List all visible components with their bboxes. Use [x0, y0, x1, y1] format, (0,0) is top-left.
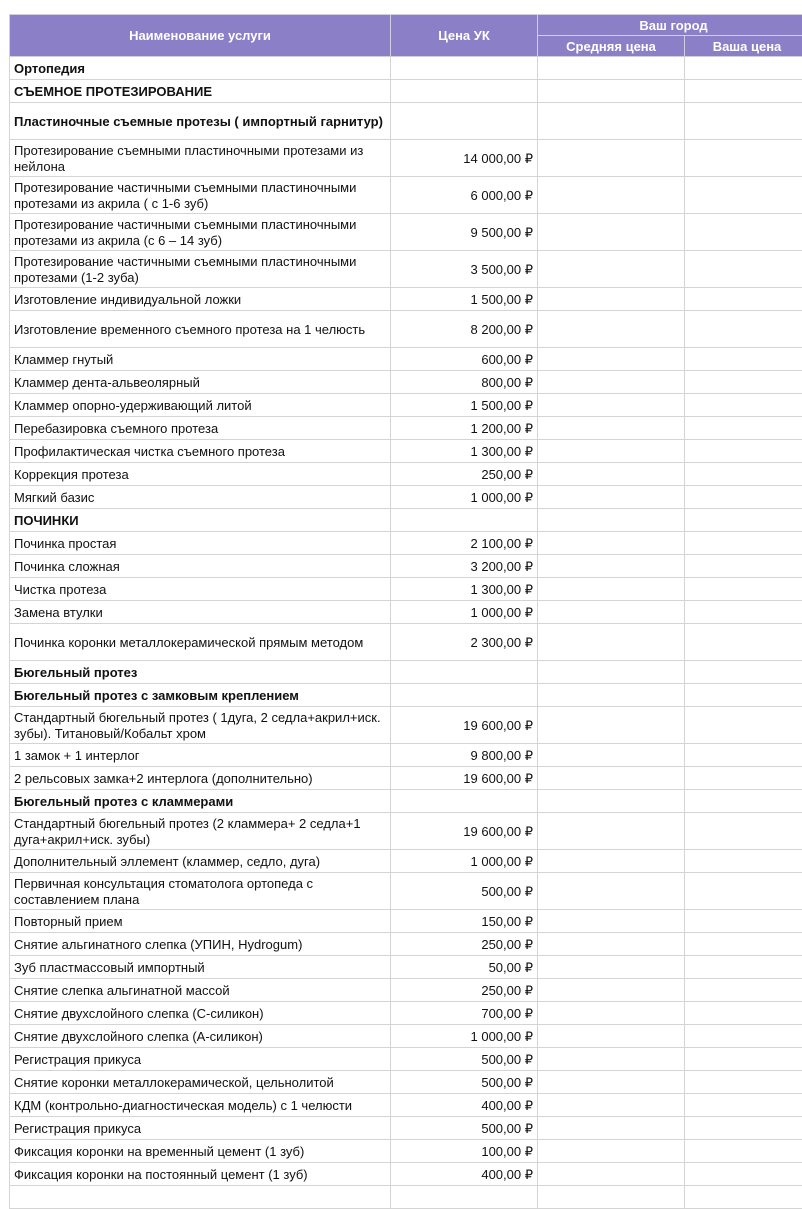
avg-price-cell[interactable] — [538, 251, 685, 288]
avg-price-cell[interactable] — [538, 1002, 685, 1025]
price-uk-cell[interactable]: 500,00 ₽ — [391, 1117, 538, 1140]
price-uk-cell[interactable]: 400,00 ₽ — [391, 1094, 538, 1117]
your-price-cell[interactable] — [685, 1186, 802, 1209]
price-uk-cell[interactable]: 19 600,00 ₽ — [391, 767, 538, 790]
your-price-cell[interactable] — [685, 813, 802, 850]
table-row — [10, 1117, 802, 1140]
your-price-cell[interactable] — [685, 707, 802, 744]
service-name-cell[interactable]: 1 замок + 1 интерлог — [10, 744, 391, 767]
your-price-cell[interactable] — [685, 509, 802, 532]
service-name-cell[interactable]: Протезирование частичными съемными пластиночными протезами из акрила ( с 1-6 зуб) — [10, 177, 391, 214]
price-uk-cell[interactable] — [391, 509, 538, 532]
table-row — [10, 463, 802, 486]
table-row — [10, 933, 802, 956]
price-uk-cell[interactable]: 250,00 ₽ — [391, 979, 538, 1002]
price-uk-cell[interactable]: 800,00 ₽ — [391, 371, 538, 394]
header-avg-price[interactable]: Средняя цена — [538, 36, 685, 57]
your-price-cell[interactable] — [685, 1071, 802, 1094]
your-price-cell[interactable] — [685, 1025, 802, 1048]
price-uk-cell[interactable]: 19 600,00 ₽ — [391, 813, 538, 850]
service-name-cell[interactable]: Бюгельный протез — [10, 661, 391, 684]
your-price-cell[interactable] — [685, 1094, 802, 1117]
table-row — [10, 80, 802, 103]
your-price-cell[interactable] — [685, 140, 802, 177]
price-uk-cell[interactable]: 150,00 ₽ — [391, 910, 538, 933]
your-price-cell[interactable] — [685, 979, 802, 1002]
avg-price-cell[interactable] — [538, 394, 685, 417]
table-row — [10, 1071, 802, 1094]
price-uk-cell[interactable] — [391, 661, 538, 684]
service-name-cell[interactable]: Снятие слепка альгинатной массой — [10, 979, 391, 1002]
avg-price-cell[interactable] — [538, 463, 685, 486]
service-name-cell[interactable]: Бюгельный протез с кламмерами — [10, 790, 391, 813]
price-uk-cell[interactable]: 1 000,00 ₽ — [391, 601, 538, 624]
service-name-cell[interactable]: Стандартный бюгельный протез (2 кламмера+ 2 седла+1 дуга+акрил+иск. зубы) — [10, 813, 391, 850]
table-row — [10, 813, 802, 850]
your-price-cell[interactable] — [685, 80, 802, 103]
price-uk-cell[interactable]: 1 500,00 ₽ — [391, 394, 538, 417]
your-price-cell[interactable] — [685, 311, 802, 348]
price-uk-cell[interactable]: 1 000,00 ₽ — [391, 1025, 538, 1048]
service-name-cell[interactable]: ПОЧИНКИ — [10, 509, 391, 532]
table-body — [10, 57, 802, 1209]
your-price-cell[interactable] — [685, 744, 802, 767]
service-name-cell[interactable]: Зуб пластмассовый импортный — [10, 956, 391, 979]
price-uk-cell[interactable]: 8 200,00 ₽ — [391, 311, 538, 348]
price-uk-cell[interactable]: 500,00 ₽ — [391, 873, 538, 910]
service-name-cell[interactable]: Ортопедия — [10, 57, 391, 80]
service-name-cell[interactable]: Регистрация прикуса — [10, 1048, 391, 1071]
price-uk-cell[interactable]: 3 500,00 ₽ — [391, 251, 538, 288]
service-name-cell[interactable]: Изготовление временного съемного протеза на 1 челюсть — [10, 311, 391, 348]
avg-price-cell[interactable] — [538, 509, 685, 532]
your-price-cell[interactable] — [685, 624, 802, 661]
your-price-cell[interactable] — [685, 601, 802, 624]
avg-price-cell[interactable] — [538, 1071, 685, 1094]
service-name-cell[interactable]: Перебазировка съемного протеза — [10, 417, 391, 440]
table-row — [10, 140, 802, 177]
your-price-cell[interactable] — [685, 440, 802, 463]
service-name-cell[interactable]: Коррекция протеза — [10, 463, 391, 486]
service-name-cell[interactable]: Снятие коронки металлокерамической, цельнолитой — [10, 1071, 391, 1094]
avg-price-cell[interactable] — [538, 80, 685, 103]
header-your-price[interactable]: Ваша цена — [685, 36, 802, 57]
your-price-cell[interactable] — [685, 57, 802, 80]
your-price-cell[interactable] — [685, 1048, 802, 1071]
table-row — [10, 371, 802, 394]
price-uk-cell[interactable]: 2 300,00 ₽ — [391, 624, 538, 661]
service-name-cell[interactable]: СЪЕМНОЕ ПРОТЕЗИРОВАНИЕ — [10, 80, 391, 103]
price-uk-cell[interactable]: 1 300,00 ₽ — [391, 440, 538, 463]
table-row — [10, 601, 802, 624]
price-uk-cell[interactable]: 250,00 ₽ — [391, 933, 538, 956]
table-row — [10, 790, 802, 813]
service-name-cell[interactable]: Снятие двухслойного слепка (С-силикон) — [10, 1002, 391, 1025]
your-price-cell[interactable] — [685, 1117, 802, 1140]
service-name-cell[interactable]: Кламмер гнутый — [10, 348, 391, 371]
your-price-cell[interactable] — [685, 910, 802, 933]
avg-price-cell[interactable] — [538, 417, 685, 440]
service-name-cell[interactable]: Пластиночные съемные протезы ( импортный гарнитур) — [10, 103, 391, 140]
price-uk-cell[interactable]: 100,00 ₽ — [391, 1140, 538, 1163]
your-price-cell[interactable] — [685, 486, 802, 509]
price-uk-cell[interactable]: 1 200,00 ₽ — [391, 417, 538, 440]
avg-price-cell[interactable] — [538, 933, 685, 956]
price-uk-cell[interactable]: 500,00 ₽ — [391, 1071, 538, 1094]
table-row — [10, 251, 802, 288]
price-uk-cell[interactable]: 500,00 ₽ — [391, 1048, 538, 1071]
avg-price-cell[interactable] — [538, 767, 685, 790]
avg-price-cell[interactable] — [538, 910, 685, 933]
your-price-cell[interactable] — [685, 956, 802, 979]
your-price-cell[interactable] — [685, 532, 802, 555]
avg-price-cell[interactable] — [538, 348, 685, 371]
header-service-name[interactable]: Наименование услуги — [10, 15, 391, 57]
price-uk-cell[interactable]: 9 500,00 ₽ — [391, 214, 538, 251]
your-price-cell[interactable] — [685, 463, 802, 486]
avg-price-cell[interactable] — [538, 624, 685, 661]
table-row — [10, 910, 802, 933]
service-name-cell[interactable] — [10, 1186, 391, 1209]
your-price-cell[interactable] — [685, 555, 802, 578]
table-row — [10, 956, 802, 979]
price-uk-cell[interactable]: 9 800,00 ₽ — [391, 744, 538, 767]
table-row — [10, 394, 802, 417]
avg-price-cell[interactable] — [538, 684, 685, 707]
avg-price-cell[interactable] — [538, 440, 685, 463]
avg-price-cell[interactable] — [538, 1094, 685, 1117]
avg-price-cell[interactable] — [538, 956, 685, 979]
your-price-cell[interactable] — [685, 394, 802, 417]
service-name-cell[interactable]: КДМ (контрольно-диагностическая модель) с 1 челюсти — [10, 1094, 391, 1117]
avg-price-cell[interactable] — [538, 1048, 685, 1071]
table-row — [10, 684, 802, 707]
avg-price-cell[interactable] — [538, 790, 685, 813]
table-row — [10, 509, 802, 532]
table-row — [10, 1048, 802, 1071]
your-price-cell[interactable] — [685, 850, 802, 873]
service-name-cell[interactable]: Починка коронки металлокерамической прямым методом — [10, 624, 391, 661]
table-row — [10, 57, 802, 80]
avg-price-cell[interactable] — [538, 813, 685, 850]
your-price-cell[interactable] — [685, 103, 802, 140]
table-row — [10, 1002, 802, 1025]
table-row — [10, 1163, 802, 1186]
service-name-cell[interactable]: Починка простая — [10, 532, 391, 555]
table-row — [10, 348, 802, 371]
table-row — [10, 417, 802, 440]
price-uk-cell[interactable] — [391, 80, 538, 103]
table-row — [10, 979, 802, 1002]
avg-price-cell[interactable] — [538, 1117, 685, 1140]
avg-price-cell[interactable] — [538, 177, 685, 214]
your-price-cell[interactable] — [685, 417, 802, 440]
avg-price-cell[interactable] — [538, 744, 685, 767]
price-uk-cell[interactable] — [391, 57, 538, 80]
avg-price-cell[interactable] — [538, 311, 685, 348]
avg-price-cell[interactable] — [538, 850, 685, 873]
table-row — [10, 1094, 802, 1117]
service-name-cell[interactable]: Кламмер дента-альвеолярный — [10, 371, 391, 394]
price-uk-cell[interactable]: 6 000,00 ₽ — [391, 177, 538, 214]
service-name-cell[interactable]: Кламмер опорно-удерживающий литой — [10, 394, 391, 417]
avg-price-cell[interactable] — [538, 578, 685, 601]
table-row — [10, 661, 802, 684]
avg-price-cell[interactable] — [538, 1140, 685, 1163]
table-row — [10, 873, 802, 910]
price-uk-cell[interactable]: 50,00 ₽ — [391, 956, 538, 979]
avg-price-cell[interactable] — [538, 57, 685, 80]
table-row — [10, 744, 802, 767]
price-uk-cell[interactable]: 1 500,00 ₽ — [391, 288, 538, 311]
price-uk-cell[interactable]: 600,00 ₽ — [391, 348, 538, 371]
avg-price-cell[interactable] — [538, 601, 685, 624]
avg-price-cell[interactable] — [538, 532, 685, 555]
your-price-cell[interactable] — [685, 348, 802, 371]
service-name-cell[interactable]: Регистрация прикуса — [10, 1117, 391, 1140]
avg-price-cell[interactable] — [538, 707, 685, 744]
table-row — [10, 850, 802, 873]
your-price-cell[interactable] — [685, 933, 802, 956]
table-row — [10, 1025, 802, 1048]
table-row — [10, 486, 802, 509]
table-row — [10, 311, 802, 348]
avg-price-cell[interactable] — [538, 371, 685, 394]
header-your-city[interactable]: Ваш город — [538, 15, 802, 36]
your-price-cell[interactable] — [685, 214, 802, 251]
table-row — [10, 177, 802, 214]
service-name-cell[interactable]: Починка сложная — [10, 555, 391, 578]
price-uk-cell[interactable] — [391, 684, 538, 707]
service-name-cell[interactable]: Снятие альгинатного слепка (УПИН, Hydrogum) — [10, 933, 391, 956]
avg-price-cell[interactable] — [538, 555, 685, 578]
header-price-uk[interactable]: Цена УК — [391, 15, 538, 57]
avg-price-cell[interactable] — [538, 140, 685, 177]
price-uk-cell[interactable]: 3 200,00 ₽ — [391, 555, 538, 578]
table-row — [10, 214, 802, 251]
service-name-cell[interactable]: Первичная консультация стоматолога ортопеда с составлением плана — [10, 873, 391, 910]
service-name-cell[interactable]: Фиксация коронки на постоянный цемент (1 зуб) — [10, 1163, 391, 1186]
table-row — [10, 578, 802, 601]
price-table — [9, 14, 802, 1209]
table-row — [10, 767, 802, 790]
price-uk-cell[interactable]: 400,00 ₽ — [391, 1163, 538, 1186]
avg-price-cell[interactable] — [538, 486, 685, 509]
price-uk-cell[interactable]: 250,00 ₽ — [391, 463, 538, 486]
service-name-cell[interactable]: Снятие двухслойного слепка (А-силикон) — [10, 1025, 391, 1048]
your-price-cell[interactable] — [685, 177, 802, 214]
service-name-cell[interactable]: Протезирование частичными съемными пластиночными протезами из акрила (с 6 – 14 зуб) — [10, 214, 391, 251]
price-uk-cell[interactable] — [391, 103, 538, 140]
table-row — [10, 288, 802, 311]
your-price-cell[interactable] — [685, 684, 802, 707]
your-price-cell[interactable] — [685, 251, 802, 288]
your-price-cell[interactable] — [685, 661, 802, 684]
table-row — [10, 624, 802, 661]
table-row — [10, 555, 802, 578]
price-uk-cell[interactable]: 19 600,00 ₽ — [391, 707, 538, 744]
service-name-cell[interactable]: Чистка протеза — [10, 578, 391, 601]
service-name-cell[interactable]: Профилактическая чистка съемного протеза — [10, 440, 391, 463]
avg-price-cell[interactable] — [538, 661, 685, 684]
avg-price-cell[interactable] — [538, 1163, 685, 1186]
price-uk-cell[interactable] — [391, 790, 538, 813]
your-price-cell[interactable] — [685, 767, 802, 790]
table-row — [10, 1186, 802, 1209]
price-uk-cell[interactable]: 1 300,00 ₽ — [391, 578, 538, 601]
avg-price-cell[interactable] — [538, 214, 685, 251]
service-name-cell[interactable]: Бюгельный протез с замковым креплением — [10, 684, 391, 707]
avg-price-cell[interactable] — [538, 1025, 685, 1048]
service-name-cell[interactable]: Фиксация коронки на временный цемент (1 зуб) — [10, 1140, 391, 1163]
table-row — [10, 532, 802, 555]
table-row — [10, 707, 802, 744]
service-name-cell[interactable]: Протезирование частичными съемными пластиночными протезами (1-2 зуба) — [10, 251, 391, 288]
service-name-cell[interactable]: Протезирование съемными пластиночными протезами из нейлона — [10, 140, 391, 177]
price-uk-cell[interactable]: 1 000,00 ₽ — [391, 486, 538, 509]
price-uk-cell[interactable]: 1 000,00 ₽ — [391, 850, 538, 873]
service-name-cell[interactable]: 2 рельсовых замка+2 интерлога (дополнительно) — [10, 767, 391, 790]
avg-price-cell[interactable] — [538, 979, 685, 1002]
service-name-cell[interactable]: Изготовление индивидуальной ложки — [10, 288, 391, 311]
avg-price-cell[interactable] — [538, 1186, 685, 1209]
avg-price-cell[interactable] — [538, 873, 685, 910]
price-uk-cell[interactable]: 700,00 ₽ — [391, 1002, 538, 1025]
your-price-cell[interactable] — [685, 578, 802, 601]
your-price-cell[interactable] — [685, 790, 802, 813]
table-row — [10, 440, 802, 463]
table-row — [10, 103, 802, 140]
service-name-cell[interactable]: Мягкий базис — [10, 486, 391, 509]
your-price-cell[interactable] — [685, 1163, 802, 1186]
price-uk-cell[interactable]: 2 100,00 ₽ — [391, 532, 538, 555]
service-name-cell[interactable]: Дополнительный эллемент (кламмер, седло, дуга) — [10, 850, 391, 873]
service-name-cell[interactable]: Замена втулки — [10, 601, 391, 624]
avg-price-cell[interactable] — [538, 103, 685, 140]
your-price-cell[interactable] — [685, 873, 802, 910]
service-name-cell[interactable]: Повторный прием — [10, 910, 391, 933]
avg-price-cell[interactable] — [538, 288, 685, 311]
price-uk-cell[interactable] — [391, 1186, 538, 1209]
table-row — [10, 1140, 802, 1163]
your-price-cell[interactable] — [685, 1140, 802, 1163]
price-uk-cell[interactable]: 14 000,00 ₽ — [391, 140, 538, 177]
service-name-cell[interactable]: Стандартный бюгельный протез ( 1дуга, 2 седла+акрил+иск. зубы). Титановый/Кобальт хром — [10, 707, 391, 744]
your-price-cell[interactable] — [685, 288, 802, 311]
your-price-cell[interactable] — [685, 371, 802, 394]
your-price-cell[interactable] — [685, 1002, 802, 1025]
